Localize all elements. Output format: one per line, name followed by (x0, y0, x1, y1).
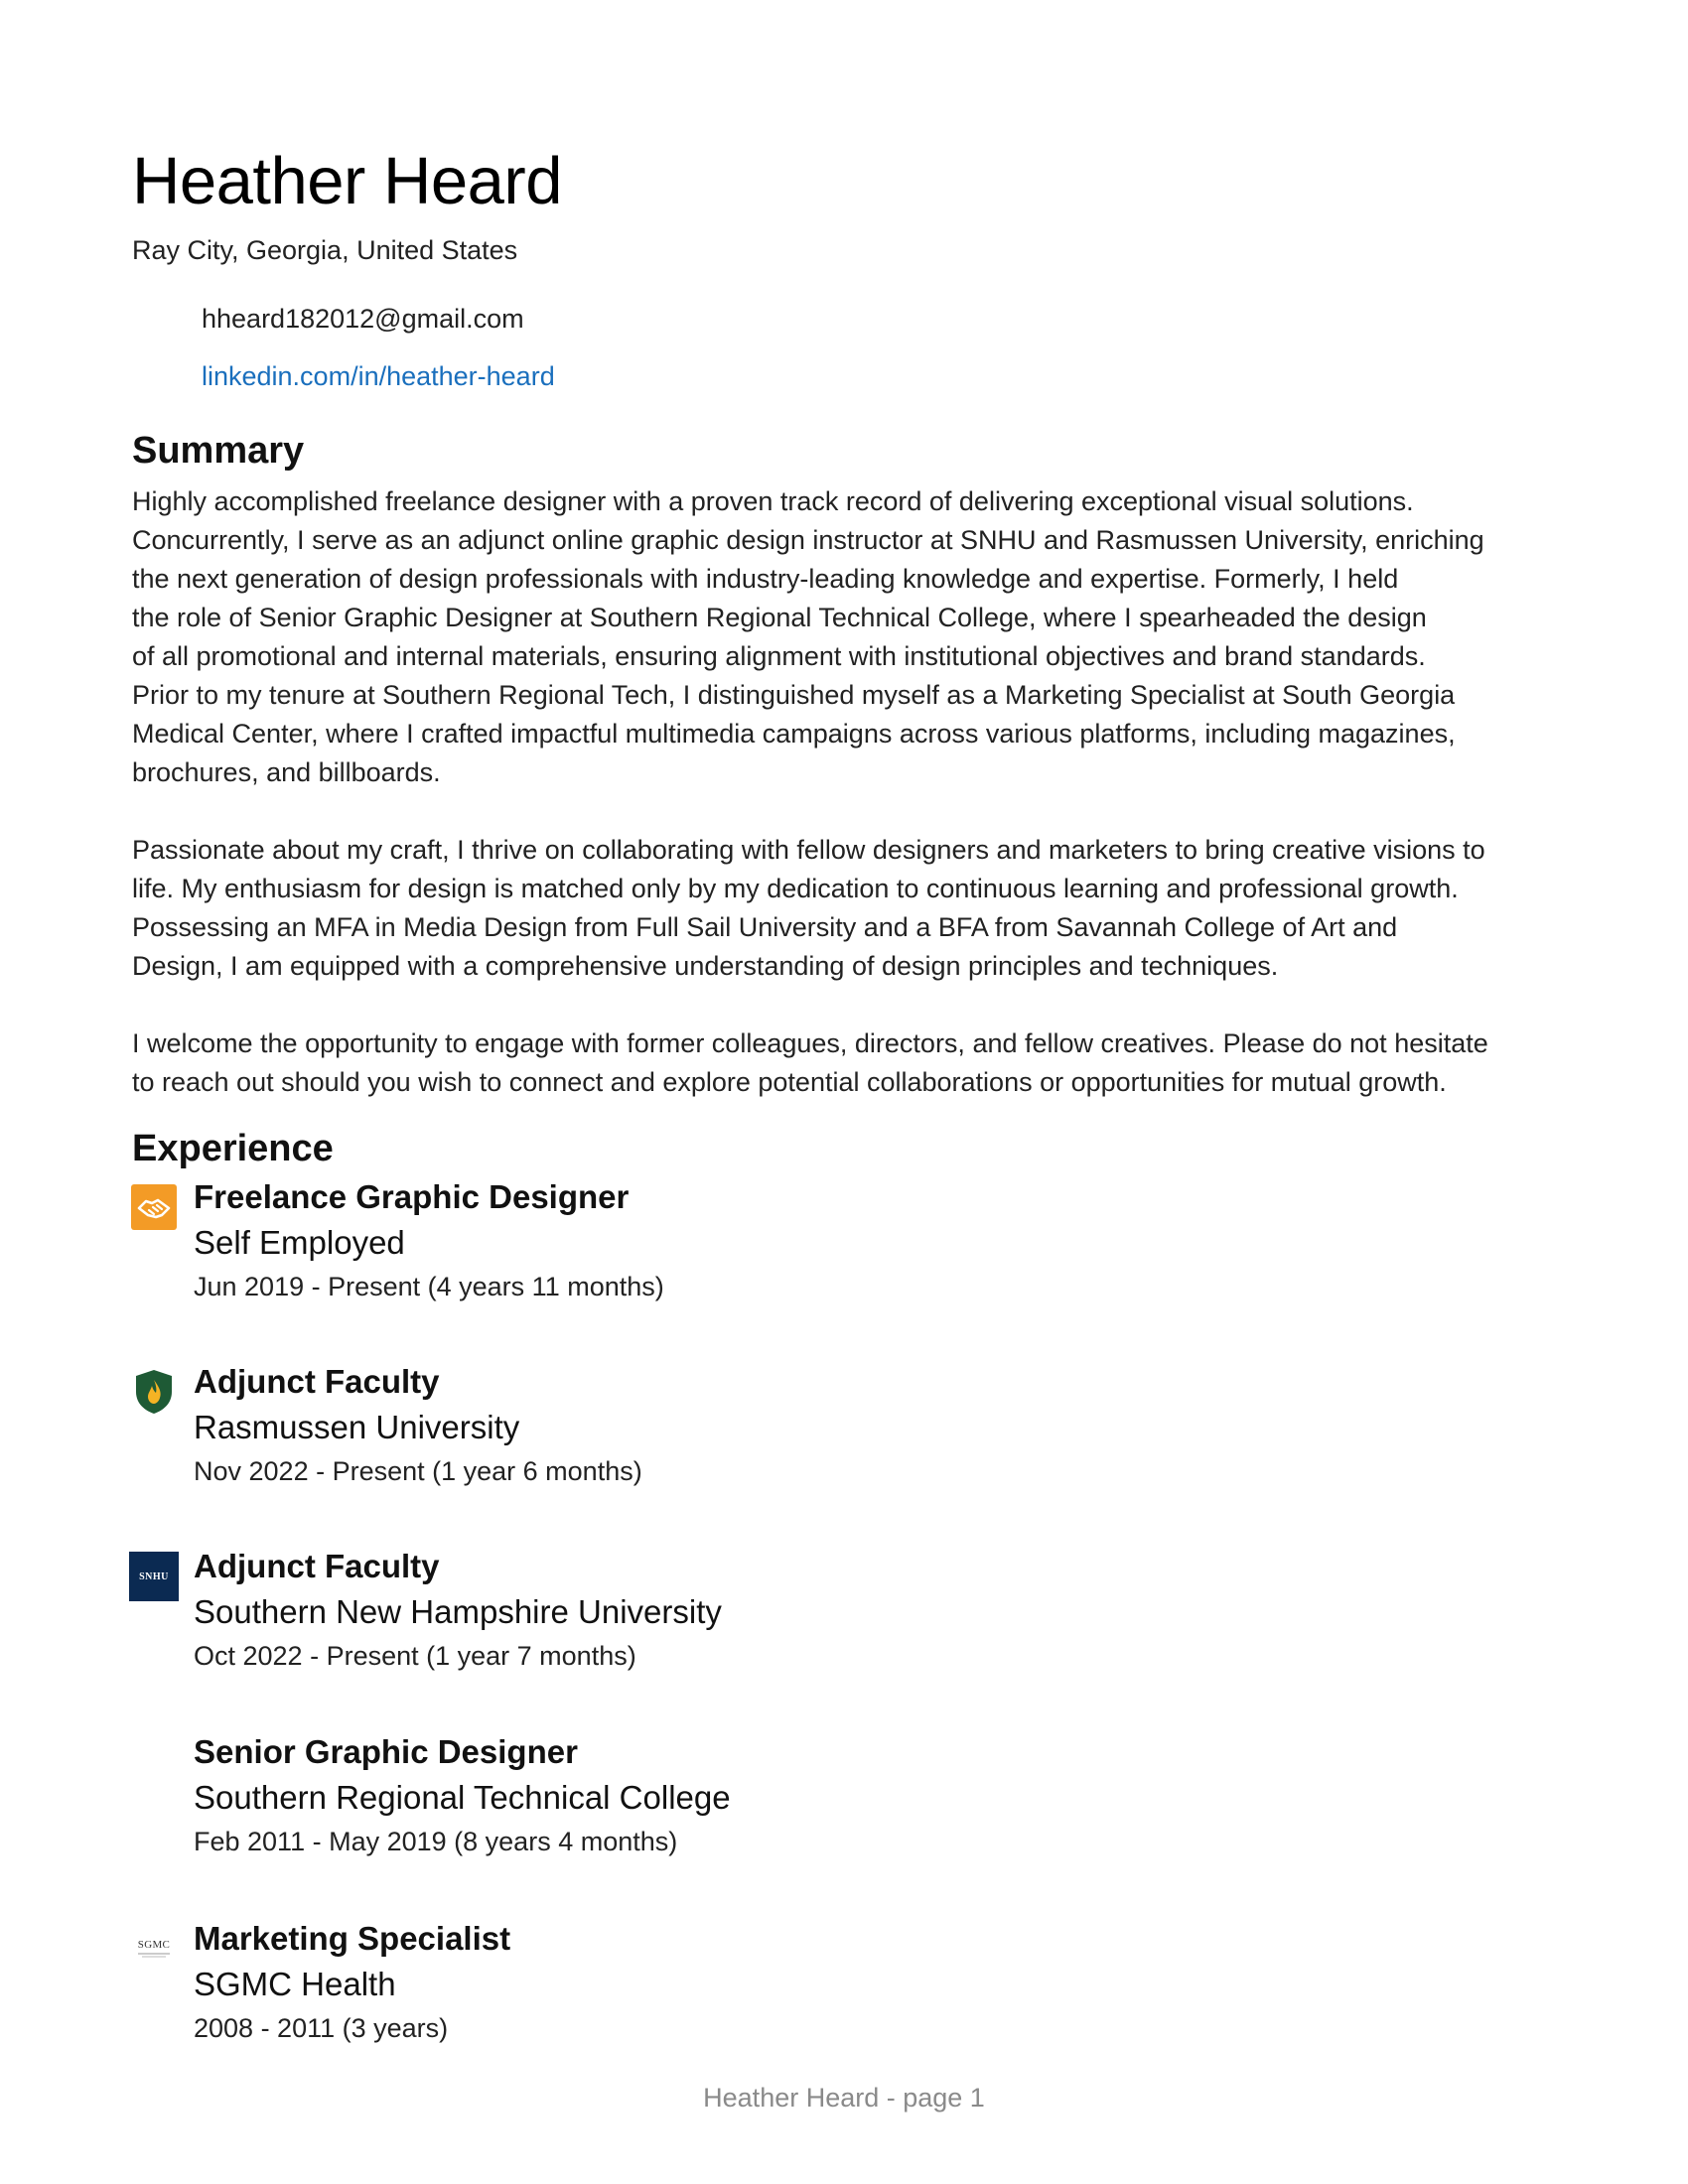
job-title: Marketing Specialist (194, 1920, 511, 1957)
summary-paragraph (132, 482, 1562, 792)
summary-body (132, 482, 1562, 1141)
summary-line: Design, I am equipped with a comprehensive understanding of design principles and techniques. (132, 951, 1279, 981)
company-name: Southern Regional Technical College (194, 1779, 731, 1816)
summary-line: Possessing an MFA in Media Design from Full Sail University and a BFA from Savannah College of Art and (132, 912, 1398, 942)
job-title: Senior Graphic Designer (194, 1733, 578, 1770)
summary-line: Medical Center, where I crafted impactful multimedia campaigns across various platforms, including magazines, (132, 719, 1456, 749)
company-name: SGMC Health (194, 1966, 396, 2002)
snhu-logo (129, 1552, 179, 1601)
linkedin-link[interactable]: linkedin.com/in/heather-heard (202, 361, 555, 391)
job-title: Adjunct Faculty (194, 1548, 440, 1584)
job-dates: Feb 2011 - May 2019 (8 years 4 months) (194, 1827, 678, 1856)
sgmc-logo-text: SGMC (137, 1939, 171, 1951)
email-address[interactable]: hheard182012@gmail.com (202, 304, 524, 334)
sgmc-logo-underline (136, 1951, 172, 1959)
experience-item (129, 1920, 1519, 2073)
summary-line: the next generation of design professionals with industry-leading knowledge and expertise. Formerly, I held (132, 564, 1399, 594)
summary-line: Passionate about my craft, I thrive on collaborating with fellow designers and marketers to bring creative visions to (132, 835, 1485, 865)
summary-line: I welcome the opportunity to engage with former colleagues, directors, and fellow creatives. Please do not hesitate (132, 1028, 1488, 1058)
company-name: Southern New Hampshire University (194, 1593, 722, 1630)
summary-line: the role of Senior Graphic Designer at Southern Regional Technical College, where I spearheaded the design (132, 603, 1427, 632)
experience-item (129, 1733, 1519, 1886)
summary-line: brochures, and billboards. (132, 757, 441, 787)
summary-paragraph (132, 831, 1562, 986)
candidate-name: Heather Heard (132, 144, 562, 218)
summary-line: Concurrently, I serve as an adjunct online graphic design instructor at SNHU and Rasmussen University, enriching (132, 525, 1484, 555)
job-dates: Jun 2019 - Present (4 years 11 months) (194, 1272, 664, 1301)
company-name: Rasmussen University (194, 1409, 520, 1445)
job-dates: Nov 2022 - Present (1 year 6 months) (194, 1456, 642, 1486)
sgmc-logo (129, 1924, 179, 1974)
page-footer: Heather Heard - page 1 (703, 2083, 985, 2113)
summary-line: Prior to my tenure at Southern Regional Tech, I distinguished myself as a Marketing Specialist at South Georgia (132, 680, 1456, 710)
snhu-logo-text: SNHU (139, 1570, 169, 1582)
summary-line: to reach out should you wish to connect and explore potential collaborations or opportunities for mutual growth. (132, 1067, 1447, 1097)
summary-heading: Summary (132, 430, 305, 472)
summary-line: Highly accomplished freelance designer with a proven track record of delivering exceptional visual solutions. (132, 486, 1414, 516)
experience-item (129, 1363, 1519, 1516)
company-name: Self Employed (194, 1224, 405, 1261)
job-title: Freelance Graphic Designer (194, 1178, 630, 1215)
job-dates: 2008 - 2011 (3 years) (194, 2013, 449, 2043)
job-title: Adjunct Faculty (194, 1363, 440, 1400)
flame-shield-icon (129, 1367, 179, 1417)
job-dates: Oct 2022 - Present (1 year 7 months) (194, 1641, 636, 1671)
summary-line: of all promotional and internal materials, ensuring alignment with institutional objectives and brand standards. (132, 641, 1426, 671)
experience-item (129, 1548, 1519, 1701)
experience-item (129, 1178, 1519, 1331)
experience-heading: Experience (132, 1128, 334, 1169)
summary-paragraph (132, 1024, 1562, 1102)
summary-line: life. My enthusiasm for design is matched only by my dedication to continuous learning and professional growth. (132, 874, 1459, 903)
handshake-icon (129, 1182, 179, 1232)
location: Ray City, Georgia, United States (132, 235, 518, 265)
